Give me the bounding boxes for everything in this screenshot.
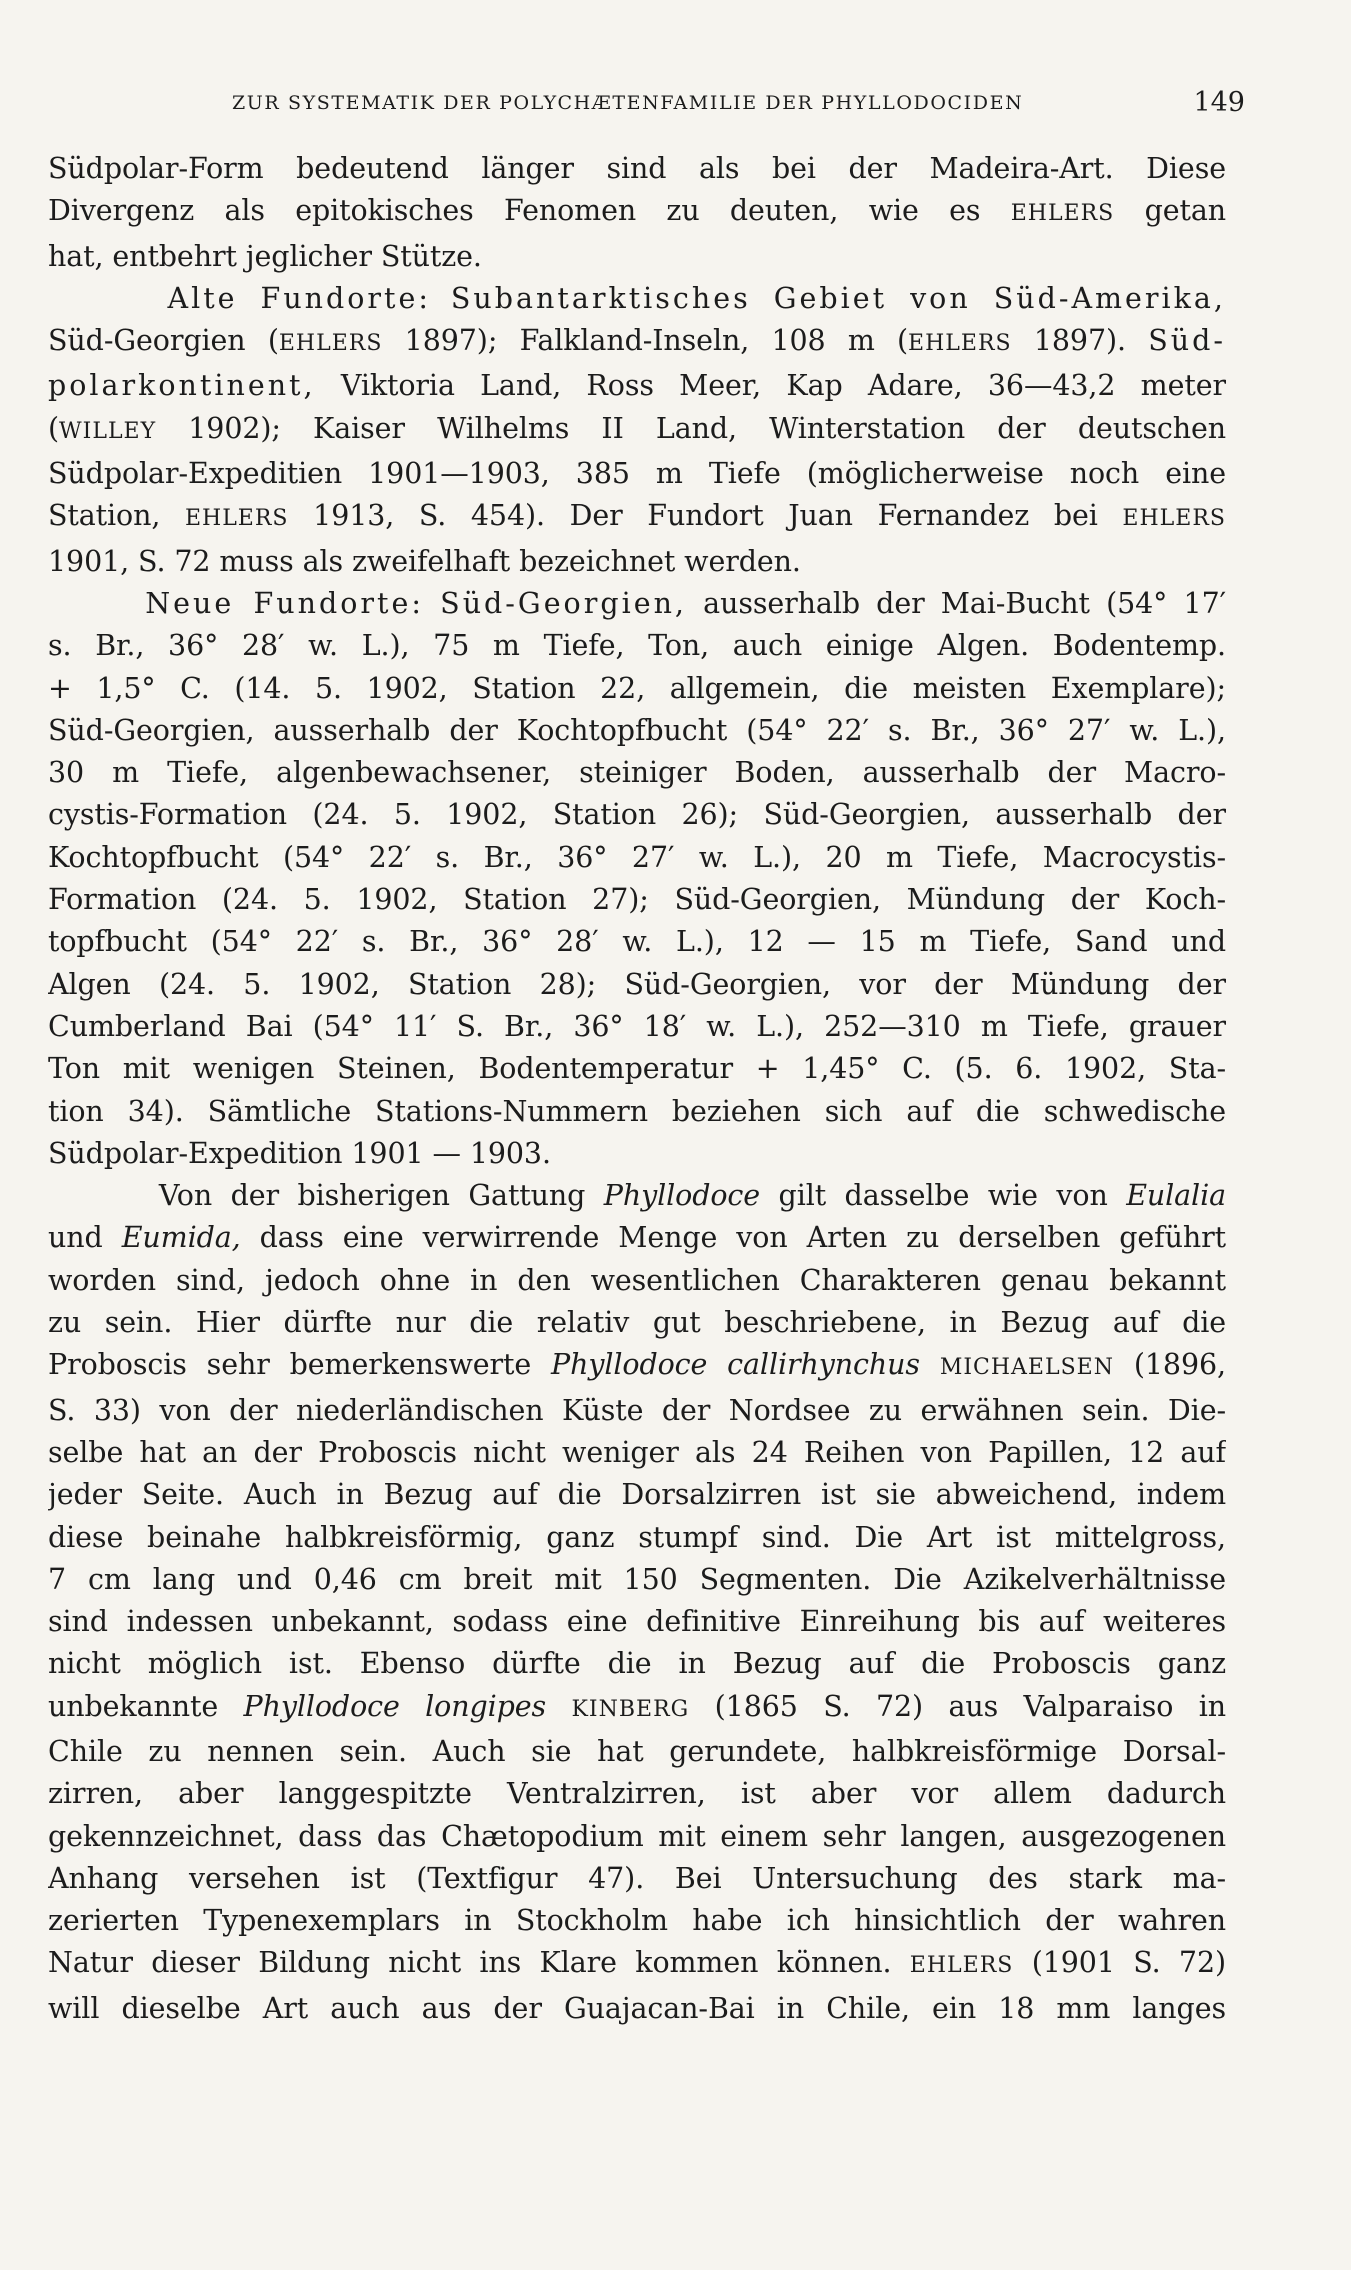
text-line: zirren, aber langgespitzte Ventralzirren, ist aber vor allem dadurch — [48, 1777, 1226, 1811]
text-line: Alte Fundorte: Subantarktisches Gebiet von Süd-Amerika, — [167, 281, 1226, 315]
text-line: Anhang versehen ist (Textfigur 47). Bei Untersuchung des stark ma- — [48, 1861, 1226, 1895]
text-line: jeder Seite. Auch in Bezug auf die Dorsalzirren ist sie abweichend, indem — [48, 1478, 1226, 1512]
body-text — [48, 148, 1226, 2030]
text-line: Südpolar-Expedition 1901 — 1903. — [48, 1136, 551, 1170]
text-line: gekennzeichnet, dass das Chætopodium mit einem sehr langen, ausgezogenen — [48, 1819, 1226, 1853]
text-line: hat, entbehrt jeglicher Stütze. — [48, 239, 482, 273]
text-line: Südpolar-Form bedeutend länger sind als bei der Madeira-Art. Diese — [48, 152, 1226, 185]
text-line: Formation (24. 5. 1902, Station 27); Süd-Georgien, Mündung der Koch- — [48, 883, 1226, 917]
text-line: Kochtopfbucht (54° 22′ s. Br., 36° 27′ w. L.), 20 m Tiefe, Macrocystis- — [48, 840, 1226, 874]
text-line: S. 33) von der niederländischen Küste der Nordsee zu erwähnen sein. Die- — [48, 1393, 1226, 1427]
text-line: Natur dieser Bildung nicht ins Klare kommen können. EHLERS (1901 S. 72) — [48, 1946, 1226, 1980]
text-line: + 1,5° C. (14. 5. 1902, Station 22, allgemein, die meisten Exemplare); — [48, 671, 1226, 705]
page-number: 149 — [1193, 87, 1245, 118]
text-line: 7 cm lang und 0,46 cm breit mit 150 Segmenten. Die Azikelverhältnisse — [48, 1562, 1226, 1596]
text-line: Südpolar-Expeditien 1901—1903, 385 m Tiefe (möglicherweise noch eine — [48, 457, 1226, 491]
text-line: (WILLEY 1902); Kaiser Wilhelms II Land, Winterstation der deutschen — [48, 411, 1226, 445]
text-line: cystis-Formation (24. 5. 1902, Station 26); Süd-Georgien, ausserhalb der — [48, 798, 1226, 832]
text-line: 1901, S. 72 muss als zweifelhaft bezeichnet werden. — [48, 544, 801, 578]
text-line: zerierten Typenexemplars in Stockholm habe ich hinsichtlich der wahren — [48, 1904, 1226, 1938]
text-line: Cumberland Bai (54° 11′ S. Br., 36° 18′ w. L.), 252—310 m Tiefe, grauer — [48, 1009, 1226, 1043]
text-line: und Eumida, dass eine verwirrende Menge von Arten zu derselben geführt — [48, 1221, 1226, 1255]
text-line: worden sind, jedoch ohne in den wesentlichen Charakteren genau bekannt — [48, 1263, 1226, 1297]
text-line: unbekannte Phyllodoce longipes KINBERG (1865 S. 72) aus Valparaiso in — [48, 1689, 1226, 1723]
text-line: Süd-Georgien (EHLERS 1897); Falkland-Inseln, 108 m (EHLERS 1897). Süd- — [48, 324, 1226, 358]
text-line: Station, EHLERS 1913, S. 454). Der Fundort Juan Fernandez bei EHLERS — [48, 499, 1226, 533]
text-line: Ton mit wenigen Steinen, Bodentemperatur + 1,45° C. (5. 6. 1902, Sta- — [48, 1052, 1226, 1086]
running-title: ZUR SYSTEMATIK DER POLYCHÆTENFAMILIE DER PHYLLODOCIDEN — [232, 92, 1024, 114]
text-line: nicht möglich ist. Ebenso dürfte die in Bezug auf die Proboscis ganz — [48, 1647, 1226, 1681]
text-line: Proboscis sehr bemerkenswerte Phyllodoce callirhynchus MICHAELSEN (1896, — [48, 1348, 1226, 1382]
text-line: diese beinahe halbkreisförmig, ganz stumpf sind. Die Art ist mittelgross, — [48, 1520, 1226, 1554]
text-line: topfbucht (54° 22′ s. Br., 36° 28′ w. L.), 12 — 15 m Tiefe, Sand und — [48, 925, 1226, 959]
text-line: Chile zu nennen sein. Auch sie hat gerundete, halbkreisförmige Dorsal- — [48, 1734, 1226, 1768]
text-line: Divergenz als epitokisches Fenomen zu deuten, wie es EHLERS getan — [48, 194, 1226, 228]
text-line: 30 m Tiefe, algenbewachsener, steiniger Boden, ausserhalb der Macro- — [48, 756, 1226, 790]
text-line: selbe hat an der Proboscis nicht weniger als 24 Reihen von Papillen, 12 auf — [48, 1435, 1226, 1469]
text-line: s. Br., 36° 28′ w. L.), 75 m Tiefe, Ton, auch einige Algen. Bodentemp. — [48, 629, 1226, 663]
text-line: Algen (24. 5. 1902, Station 28); Süd-Georgien, vor der Mündung der — [48, 967, 1226, 1001]
text-line: zu sein. Hier dürfte nur die relativ gut beschriebene, in Bezug auf die — [48, 1306, 1226, 1340]
text-line: Von der bisherigen Gattung Phyllodoce gilt dasselbe wie von Eulalia — [48, 1179, 1226, 1213]
text-line: Neue Fundorte: Süd-Georgien, ausserhalb der Mai-Bucht (54° 17′ — [145, 586, 1226, 620]
text-line: will dieselbe Art auch aus der Guajacan-Bai in Chile, ein 18 mm langes — [48, 1991, 1226, 2025]
text-line: Süd-Georgien, ausserhalb der Kochtopfbucht (54° 22′ s. Br., 36° 27′ w. L.), — [48, 713, 1226, 747]
running-header — [232, 86, 1245, 120]
text-line: tion 34). Sämtliche Stations-Nummern beziehen sich auf die schwedische — [48, 1094, 1226, 1128]
text-line: sind indessen unbekannt, sodass eine definitive Einreihung bis auf weiteres — [48, 1605, 1226, 1639]
text-line: polarkontinent, Viktoria Land, Ross Meer, Kap Adare, 36—43,2 meter — [48, 369, 1226, 403]
